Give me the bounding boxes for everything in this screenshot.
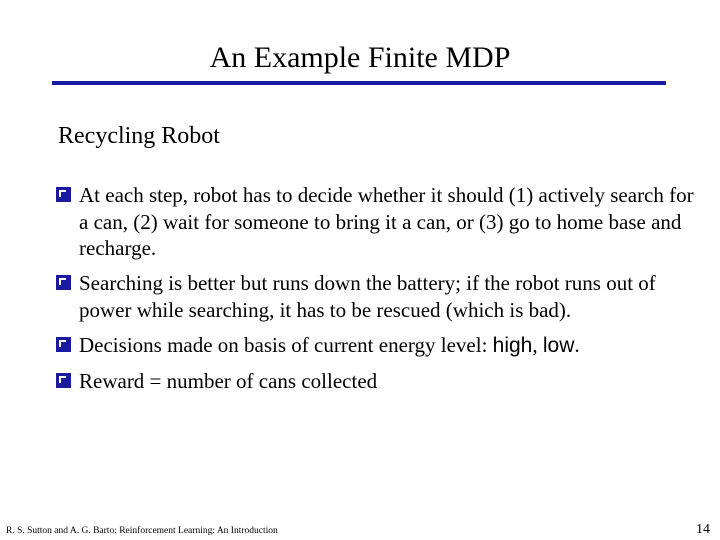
slide-subtitle: Recycling Robot — [58, 123, 220, 149]
bullet-item — [56, 182, 696, 262]
bullet-text: At each step, robot has to decide whether it should (1) actively search for a can, (2) wait for someone to bring it a can, or (3) go to home base and recharge. — [79, 183, 694, 260]
bullet-text-end: . — [574, 332, 580, 357]
page-number: 14 — [696, 522, 710, 537]
bullet-item — [56, 368, 696, 395]
square-bullet-icon — [56, 275, 71, 290]
slide-title: An Example Finite MDP — [209, 41, 511, 74]
square-bullet-icon — [56, 187, 71, 202]
energy-level-low: low — [542, 333, 575, 357]
energy-level-high: high — [492, 333, 533, 357]
bullet-text: Decisions made on basis of current energy level: — [79, 332, 493, 357]
bullet-item — [56, 270, 696, 323]
bullet-text: Reward = number of cans collected — [79, 368, 378, 393]
title-divider — [52, 81, 666, 85]
bullet-text: Searching is better but runs down the battery; if the robot runs out of power while searching, it has to be rescued (which is bad). — [79, 271, 656, 322]
footer-citation: R. S. Sutton and A. G. Barto: Reinforcement Learning: An Introduction — [6, 526, 278, 536]
square-bullet-icon — [56, 337, 71, 352]
bullet-list — [56, 182, 696, 403]
bullet-separator: , — [532, 332, 543, 357]
bullet-item — [56, 332, 696, 360]
square-bullet-icon — [56, 373, 71, 388]
